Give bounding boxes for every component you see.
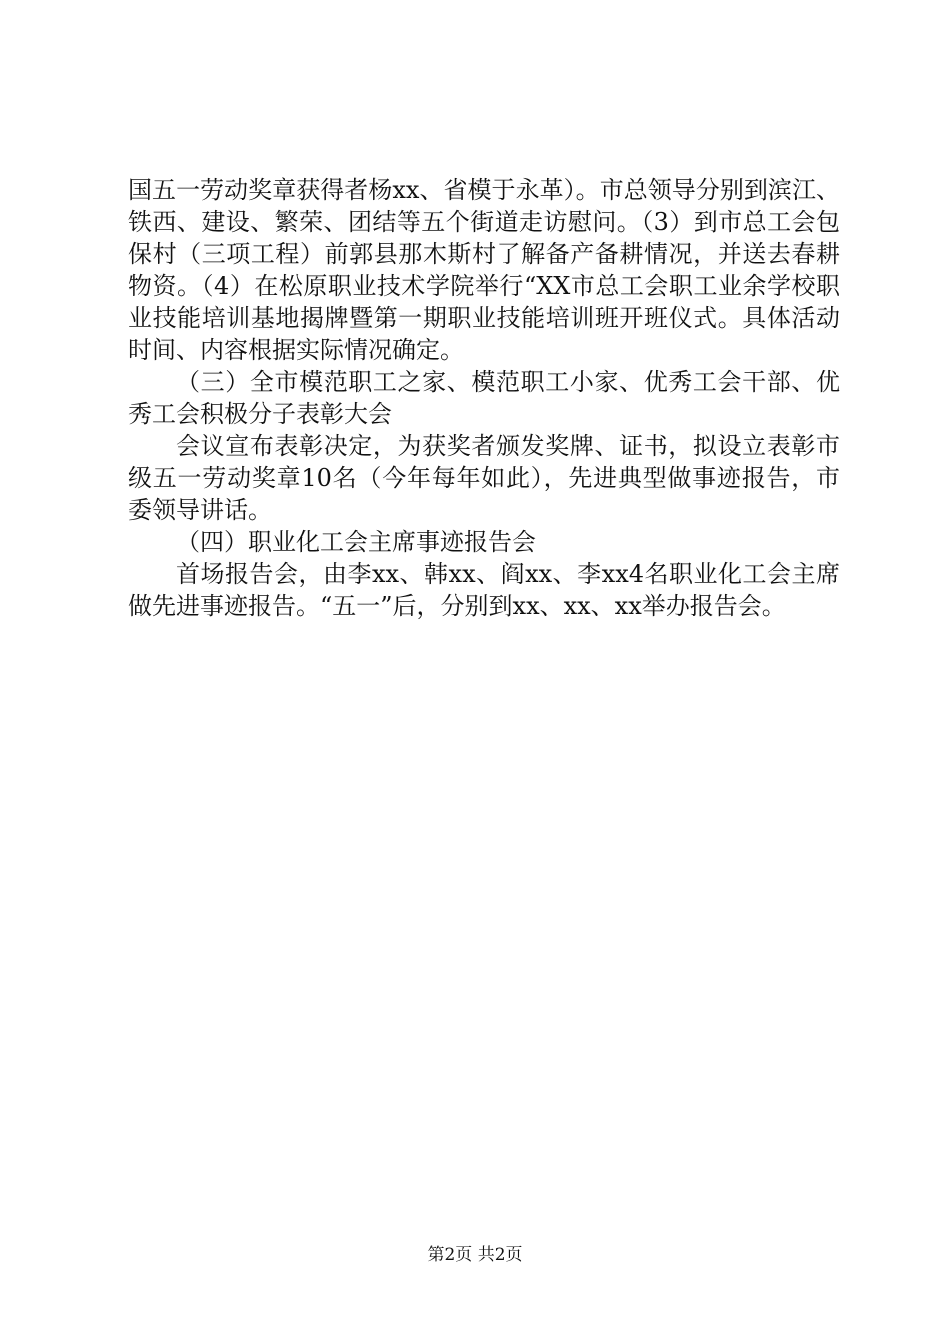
- page-number-label: 第2页 共2页: [427, 1245, 523, 1265]
- paragraph-commendation-details: 会议宣布表彰决定，为获奖者颁发奖牌、证书，拟设立表彰市级五一劳动奖章10名（今年每年如此），先进典型做事迹报告，市委领导讲话。: [128, 432, 840, 524]
- section-heading-report-meeting: （四）职业化工会主席事迹报告会: [176, 528, 536, 556]
- page-footer: [0, 1244, 950, 1266]
- paragraph-continuation: 国五一劳动奖章获得者杨xx、省模于永革）。市总领导分别到滨江、铁西、建设、繁荣、团结等五个街道走访慰问。（3）到市总工会包保村（三项工程）前郭县那木斯村了解备产备耕情况，并送去春耕物资。（4）在松原职业技术学院举行“XX市总工会职工业余学校职业技能培训基地揭牌暨第一期职业技能培训班开班仪式。具体活动时间、内容根据实际情况确定。: [128, 176, 840, 364]
- document-body: [128, 174, 840, 622]
- paragraph-report-meeting-details: 首场报告会，由李xx、韩xx、阎xx、李xx4名职业化工会主席做先进事迹报告。“五一”后，分别到xx、xx、xx举办报告会。: [128, 560, 840, 620]
- section-heading-commendation: （三）全市模范职工之家、模范职工小家、优秀工会干部、优秀工会积极分子表彰大会: [128, 368, 840, 428]
